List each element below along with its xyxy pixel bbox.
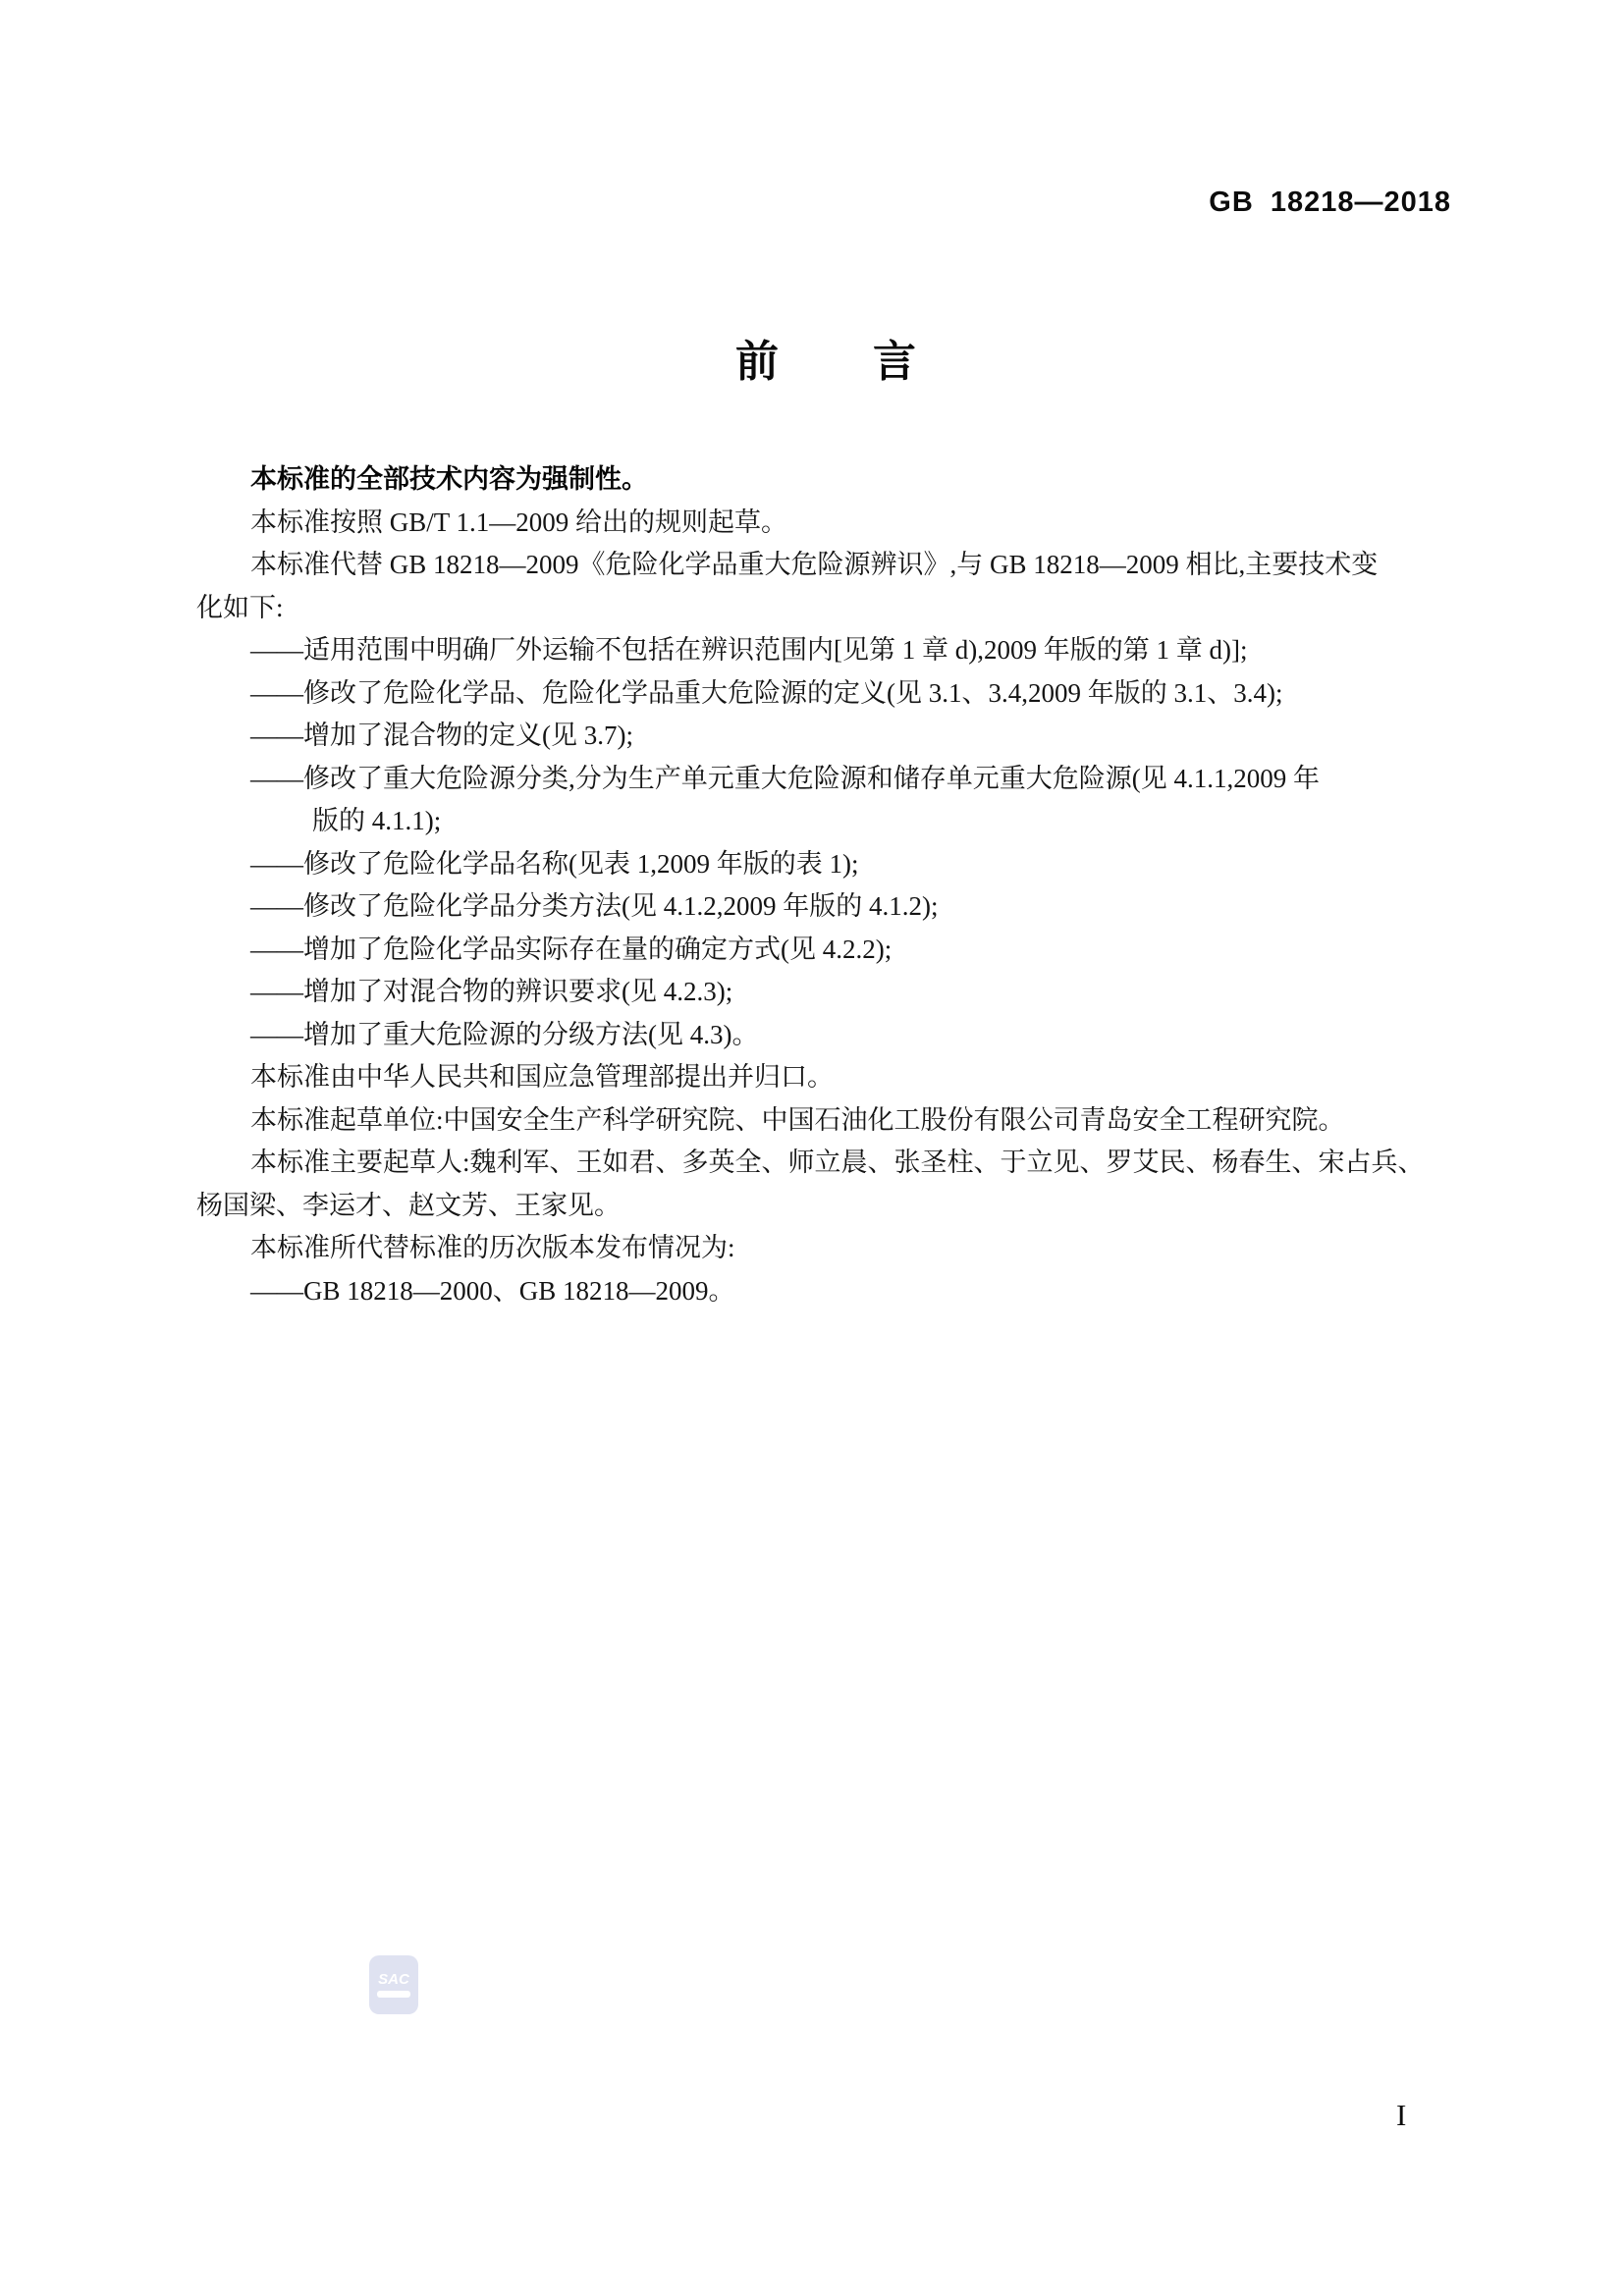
standard-code: GB 18218—2018 bbox=[1209, 187, 1451, 218]
foreword-line: 本标准代替 GB 18218—2009《危险化学品重大危险源辨识》,与 GB 18218—2009 相比,主要技术变 bbox=[250, 550, 1379, 579]
foreword-change-item-continuation: 版的 4.1.1); bbox=[312, 806, 442, 835]
foreword-change-item: ——增加了危险化学品实际存在量的确定方式(见 4.2.2); bbox=[250, 934, 893, 964]
foreword-line: 本标准的全部技术内容为强制性。 bbox=[250, 464, 648, 494]
foreword-line: 本标准由中华人民共和国应急管理部提出并归口。 bbox=[250, 1062, 834, 1092]
foreword-change-item: ——增加了混合物的定义(见 3.7); bbox=[250, 721, 633, 750]
foreword-change-item: ——增加了重大危险源的分级方法(见 4.3)。 bbox=[250, 1019, 759, 1049]
foreword-line: 化如下: bbox=[196, 592, 284, 622]
sac-watermark-text: SAC bbox=[378, 1971, 409, 1988]
sac-watermark-bar bbox=[377, 1991, 410, 1998]
foreword-change-item: ——修改了重大危险源分类,分为生产单元重大危险源和储存单元重大危险源(见 4.1.1,2009 年 bbox=[250, 763, 1320, 793]
foreword-line: 本标准起草单位:中国安全生产科学研究院、中国石油化工股份有限公司青岛安全工程研究院。 bbox=[250, 1104, 1345, 1135]
page-number: I bbox=[1396, 2098, 1407, 2132]
foreword-previous-editions-item: ——GB 18218—2000、GB 18218—2009。 bbox=[250, 1275, 735, 1306]
page-title-char-right: 言 bbox=[873, 338, 916, 386]
foreword-change-item: ——修改了危险化学品分类方法(见 4.1.2,2009 年版的 4.1.2); bbox=[250, 891, 939, 921]
foreword-line: 本标准主要起草人:魏利军、王如君、多英全、师立晨、张圣柱、于立见、罗艾民、杨春生、宋占兵、 bbox=[250, 1148, 1425, 1177]
page-title bbox=[196, 326, 1455, 389]
foreword-line: 杨国梁、李运才、赵文芳、王家见。 bbox=[196, 1190, 621, 1220]
sac-watermark-icon bbox=[369, 1955, 418, 2014]
foreword-change-item: ——修改了危险化学品名称(见表 1,2009 年版的表 1); bbox=[250, 848, 859, 879]
foreword-line: 本标准按照 GB/T 1.1—2009 给出的规则起草。 bbox=[250, 507, 788, 537]
foreword-change-item: ——修改了危险化学品、危险化学品重大危险源的定义(见 3.1、3.4,2009 年版的 3.1、3.4); bbox=[250, 677, 1283, 708]
foreword-change-item: ——适用范围中明确厂外运输不包括在辨识范围内[见第 1 章 d),2009 年版的第 1 章 d)]; bbox=[250, 635, 1248, 665]
foreword-line: 本标准所代替标准的历次版本发布情况为: bbox=[250, 1233, 735, 1262]
foreword-change-item: ——增加了对混合物的辨识要求(见 4.2.3); bbox=[250, 977, 733, 1006]
page-title-char-left: 前 bbox=[735, 338, 779, 386]
foreword-body bbox=[196, 458, 1473, 1312]
